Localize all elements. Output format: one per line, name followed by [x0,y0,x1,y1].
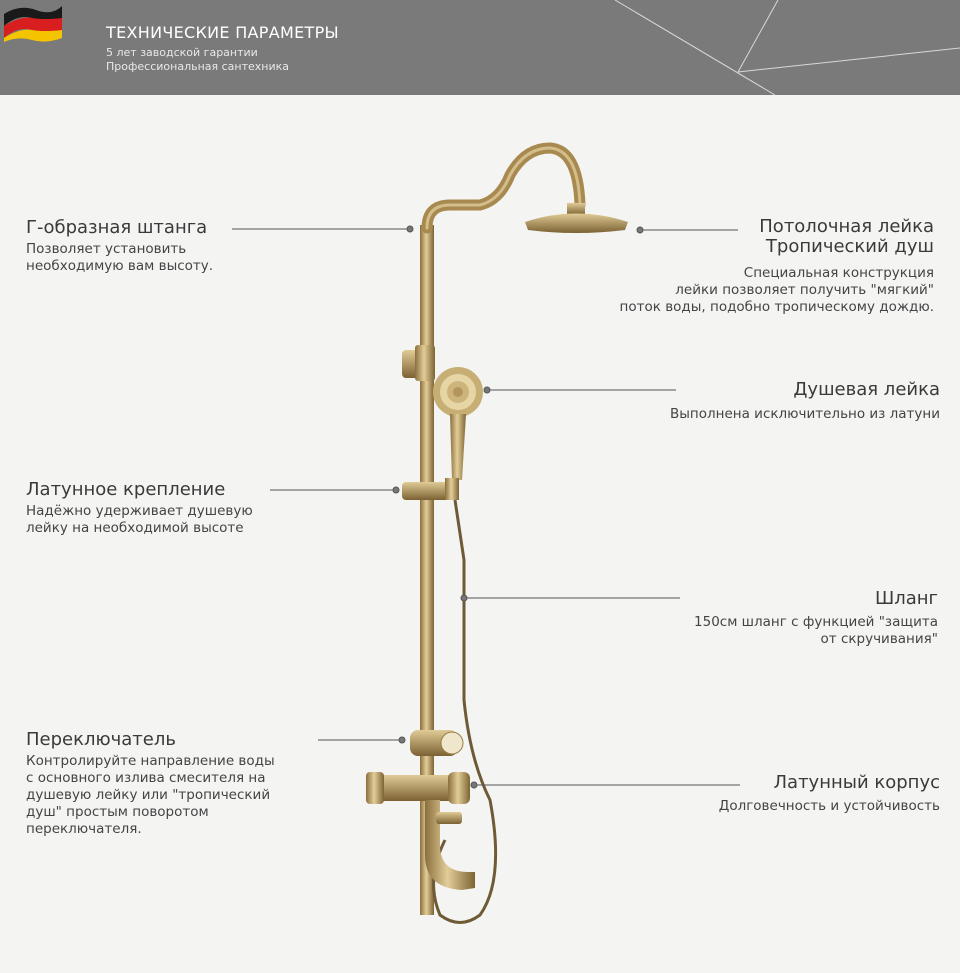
callout-title: Душевая лейка [793,379,940,400]
callout-description: Долговечность и устойчивость [718,798,940,814]
callout-hand-shower [670,380,940,423]
callout-description: 150см шланг с функцией "защита от скручивания" [694,614,938,647]
callout-description: Позволяет установить необходимую вам высоту. [26,241,214,274]
callout-title: Г-образная штанга [26,217,208,238]
callout-switch [26,730,275,838]
callout-description: Специальная конструкция лейки позволяет получить "мягкий" поток воды, подобно тропическому дождю. [619,265,934,315]
callout-title: Шланг [874,588,938,609]
header-subtitle-warranty: 5 лет заводской гарантии [106,46,258,59]
header-title: ТЕХНИЧЕСКИЕ ПАРАМЕТРЫ [106,23,339,42]
callout-title: Латунный корпус [773,772,940,793]
callout-title: Переключатель [26,729,176,750]
header-subtitle-professional: Профессиональная сантехника [106,60,290,73]
callout-brass-mount [26,480,253,537]
callout-description: Надёжно удерживает душевую лейку на необходимой высоте [26,503,253,536]
callout-description: Выполнена исключительно из латуни [670,406,940,422]
callout-title: Латунное крепление [26,479,226,500]
callout-l-shaped-rod [26,218,213,275]
callout-title: Потолочная лейка Тропический душ [759,216,934,257]
callout-ceiling-shower [620,217,934,316]
callout-hose [694,589,938,648]
callout-brass-body [719,773,940,815]
callout-description: Контролируйте направление воды с основного излива смесителя на душевую лейку или "тропический душ" простым поворотом переключателя. [26,753,275,837]
